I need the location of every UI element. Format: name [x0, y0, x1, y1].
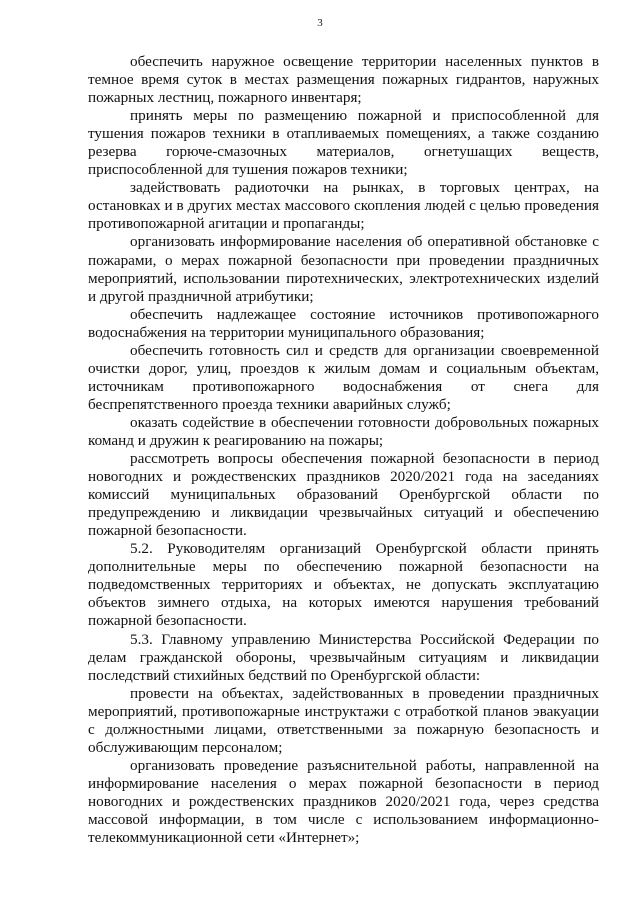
paragraph-commission-meetings: рассмотреть вопросы обеспечения пожарной безопасности в период новогодних и рождественских праздников 2020/2021 года на заседаниях комиссий муниципальных образований Оренбургской области по предупреждению и ликвидации чрезвычайных ситуаций и обеспечению пожарной безопасности.: [88, 450, 599, 540]
paragraph-outreach: организовать проведение разъяснительной работы, направленной на информирование населения о мерах пожарной безопасности в период новогодних и рождественских праздников 2020/2021 года, через средства массовой информации, в том числе с использованием информационно-телекоммуникационной сети «Интернет»;: [88, 756, 599, 847]
paragraph-clause-5-3: 5.3. Главному управлению Министерства Российской Федерации по делам гражданской обороны, чрезвычайным ситуациям и ликвидации последствий стихийных бедствий по Оренбургской области:: [88, 630, 599, 684]
paragraph-fire-equipment-storage: принять меры по размещению пожарной и приспособленной для тушения пожаров техники в отапливаемых помещениях, а также созданию резерва горюче-смазочных материалов, огнетушащих веществ, приспособленной для тушения пожаров техники;: [88, 107, 599, 179]
paragraph-water-supply: обеспечить надлежащее состояние источников противопожарного водоснабжения на территории муниципального образования;: [88, 305, 599, 341]
paragraph-clause-5-2: 5.2. Руководителям организаций Оренбургской области принять дополнительные меры по обеспечению пожарной безопасности на подведомственных территориях и объектах, не допускать эксплуатацию объектов зимнего отдыха, на которых имеются нарушения требований пожарной безопасности.: [88, 540, 599, 630]
paragraph-volunteer-teams: оказать содействие в обеспечении готовности добровольных пожарных команд и дружин к реагированию на пожары;: [88, 413, 599, 449]
document-body: [88, 53, 599, 847]
paragraph-outdoor-lighting: обеспечить наружное освещение территории населенных пунктов в темное время суток в местах размещения пожарных гидрантов, наружных пожарных лестниц, пожарного инвентаря;: [88, 53, 599, 107]
paragraph-briefings: провести на объектах, задействованных в проведении праздничных мероприятий, противопожарные инструктажи с отработкой планов эвакуации с должностными лицами, ответственными за пожарную безопасность и обслуживающим персоналом;: [88, 684, 599, 756]
paragraph-public-informing: организовать информирование населения об оперативной обстановке с пожарами, о мерах пожарной безопасности при проведении праздничных мероприятий, использовании пиротехнических, электротехнических изделий и другой праздничной атрибутики;: [88, 233, 599, 305]
paragraph-radio-points: задействовать радиоточки на рынках, в торговых центрах, на остановках и в других местах массового скопления людей с целью проведения противопожарной агитации и пропаганды;: [88, 179, 599, 233]
paragraph-snow-clearing: обеспечить готовность сил и средств для организации своевременной очистки дорог, улиц, проездов к жилым домам и социальным объектам, источникам противопожарного водоснабжения от снега для беспрепятственного проезда техники аварийных служб;: [88, 341, 599, 413]
page-number: 3: [317, 17, 323, 29]
